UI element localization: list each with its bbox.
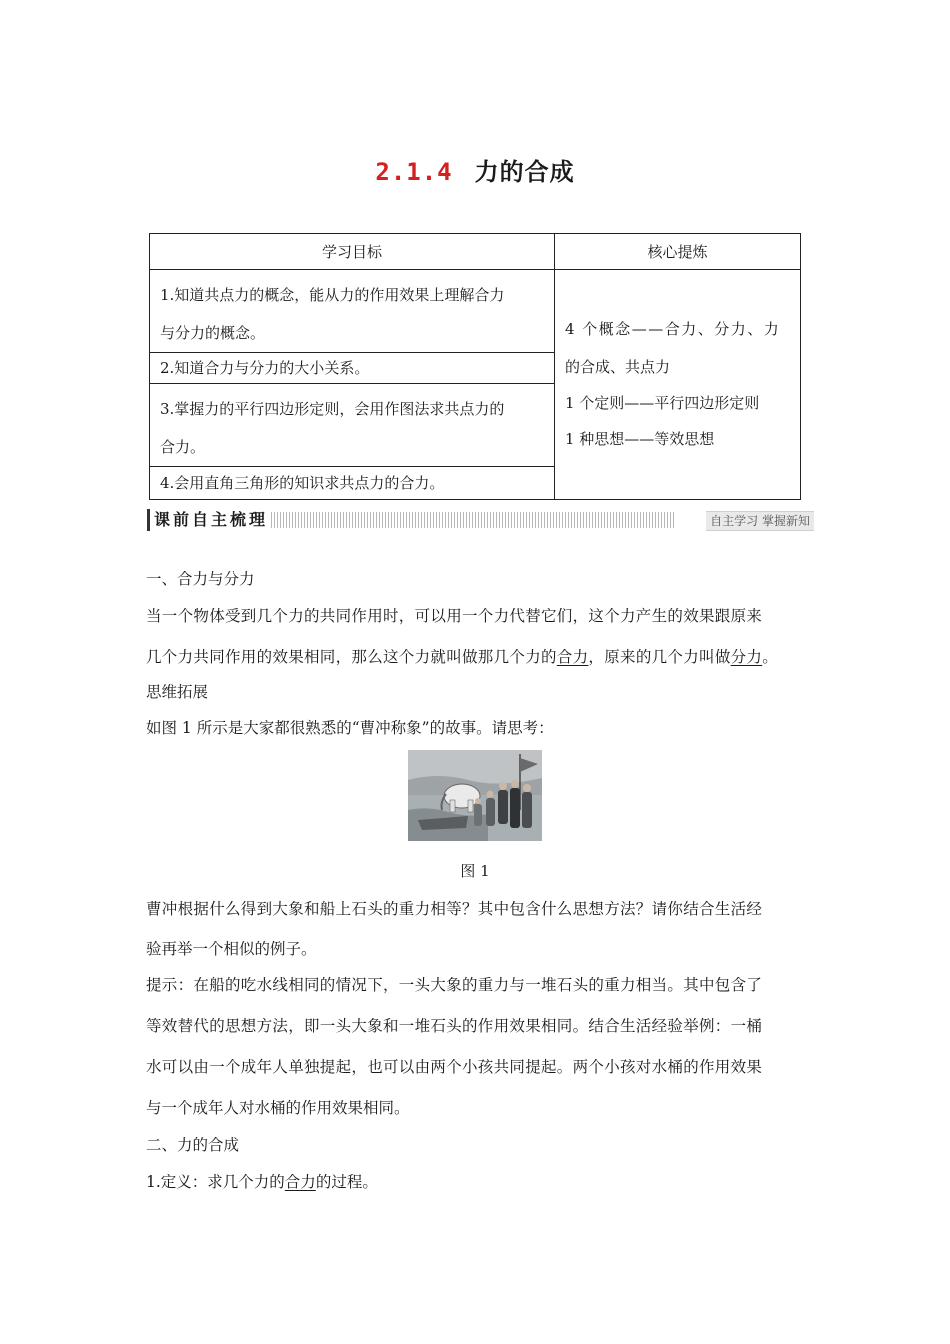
underlined-term: 合力 <box>556 648 589 666</box>
banner-right-label: 自主学习 掌握新知 <box>706 511 814 531</box>
banner-stripe <box>271 512 674 528</box>
figure-caption: 图 1 <box>460 862 490 880</box>
goal-3: 3.掌握力的平行四边形定则，会用作图法求共点力的 合力。 <box>150 384 555 467</box>
core-summary <box>555 270 801 500</box>
question-line: 验再举一个相似的例子。 <box>146 940 317 958</box>
paragraph-line: 几个力共同作用的效果相同，那么这个力就叫做那几个力的合力，原来的几个力叫做分力。 <box>146 648 779 666</box>
definition-line: 1.定义：求几个力的合力的过程。 <box>146 1173 378 1191</box>
title-text: 力的合成 <box>474 157 575 186</box>
hint-line: 与一个成年人对水桶的作用效果相同。 <box>146 1099 410 1117</box>
underlined-term: 合力 <box>284 1173 316 1191</box>
core-line-4: 1 种思想——等效思想 <box>565 430 715 448</box>
goal-4: 4.会用直角三角形的知识求共点力的合力。 <box>150 467 555 500</box>
core-line-3: 1 个定则——平行四边形定则 <box>565 394 760 412</box>
goal-1: 1.知道共点力的概念，能从力的作用效果上理解合力 与分力的概念。 <box>150 270 555 353</box>
question-line: 曹冲根据什么得到大象和船上石头的重力相等？其中包含什么思想方法？请你结合生活经 <box>146 900 763 918</box>
section2-heading: 二、力的合成 <box>146 1136 240 1154</box>
underlined-term: 分力 <box>730 648 763 666</box>
section-number: 2.1.4 <box>375 158 453 186</box>
core-header: 核心提炼 <box>555 234 801 270</box>
paragraph-line: 当一个物体受到几个力的共同作用时，可以用一个力代替它们，这个力产生的效果跟原来 <box>146 607 763 625</box>
extension-heading: 思维拓展 <box>146 683 209 701</box>
objectives-table <box>149 233 801 500</box>
figure-cao-chong-elephant <box>408 750 542 841</box>
core-line-2: 的合成、共点力 <box>565 358 671 376</box>
extension-intro: 如图 1 所示是大家都很熟悉的“曹冲称象”的故事。请思考： <box>146 719 554 737</box>
hint-line: 水可以由一个成年人单独提起，也可以由两个小孩共同提起。两个小孩对水桶的作用效果 <box>146 1058 763 1076</box>
section-banner <box>147 509 814 531</box>
hint-line: 提示：在船的吃水线相同的情况下，一头大象的重力与一堆石头的重力相当。其中包含了 <box>146 976 763 994</box>
core-line-1: 4 个概念——合力、分力、力 <box>565 320 781 338</box>
section1-heading: 一、合力与分力 <box>146 570 255 588</box>
banner-left-label: 课前自主梳理 <box>147 509 268 531</box>
goal-2: 2.知道合力与分力的大小关系。 <box>150 353 555 384</box>
page-title <box>0 152 950 187</box>
goals-header: 学习目标 <box>150 234 555 270</box>
hint-line: 等效替代的思想方法，即一头大象和一堆石头的作用效果相同。结合生活经验举例：一桶 <box>146 1017 763 1035</box>
elephant-scene-illustration <box>408 750 542 841</box>
